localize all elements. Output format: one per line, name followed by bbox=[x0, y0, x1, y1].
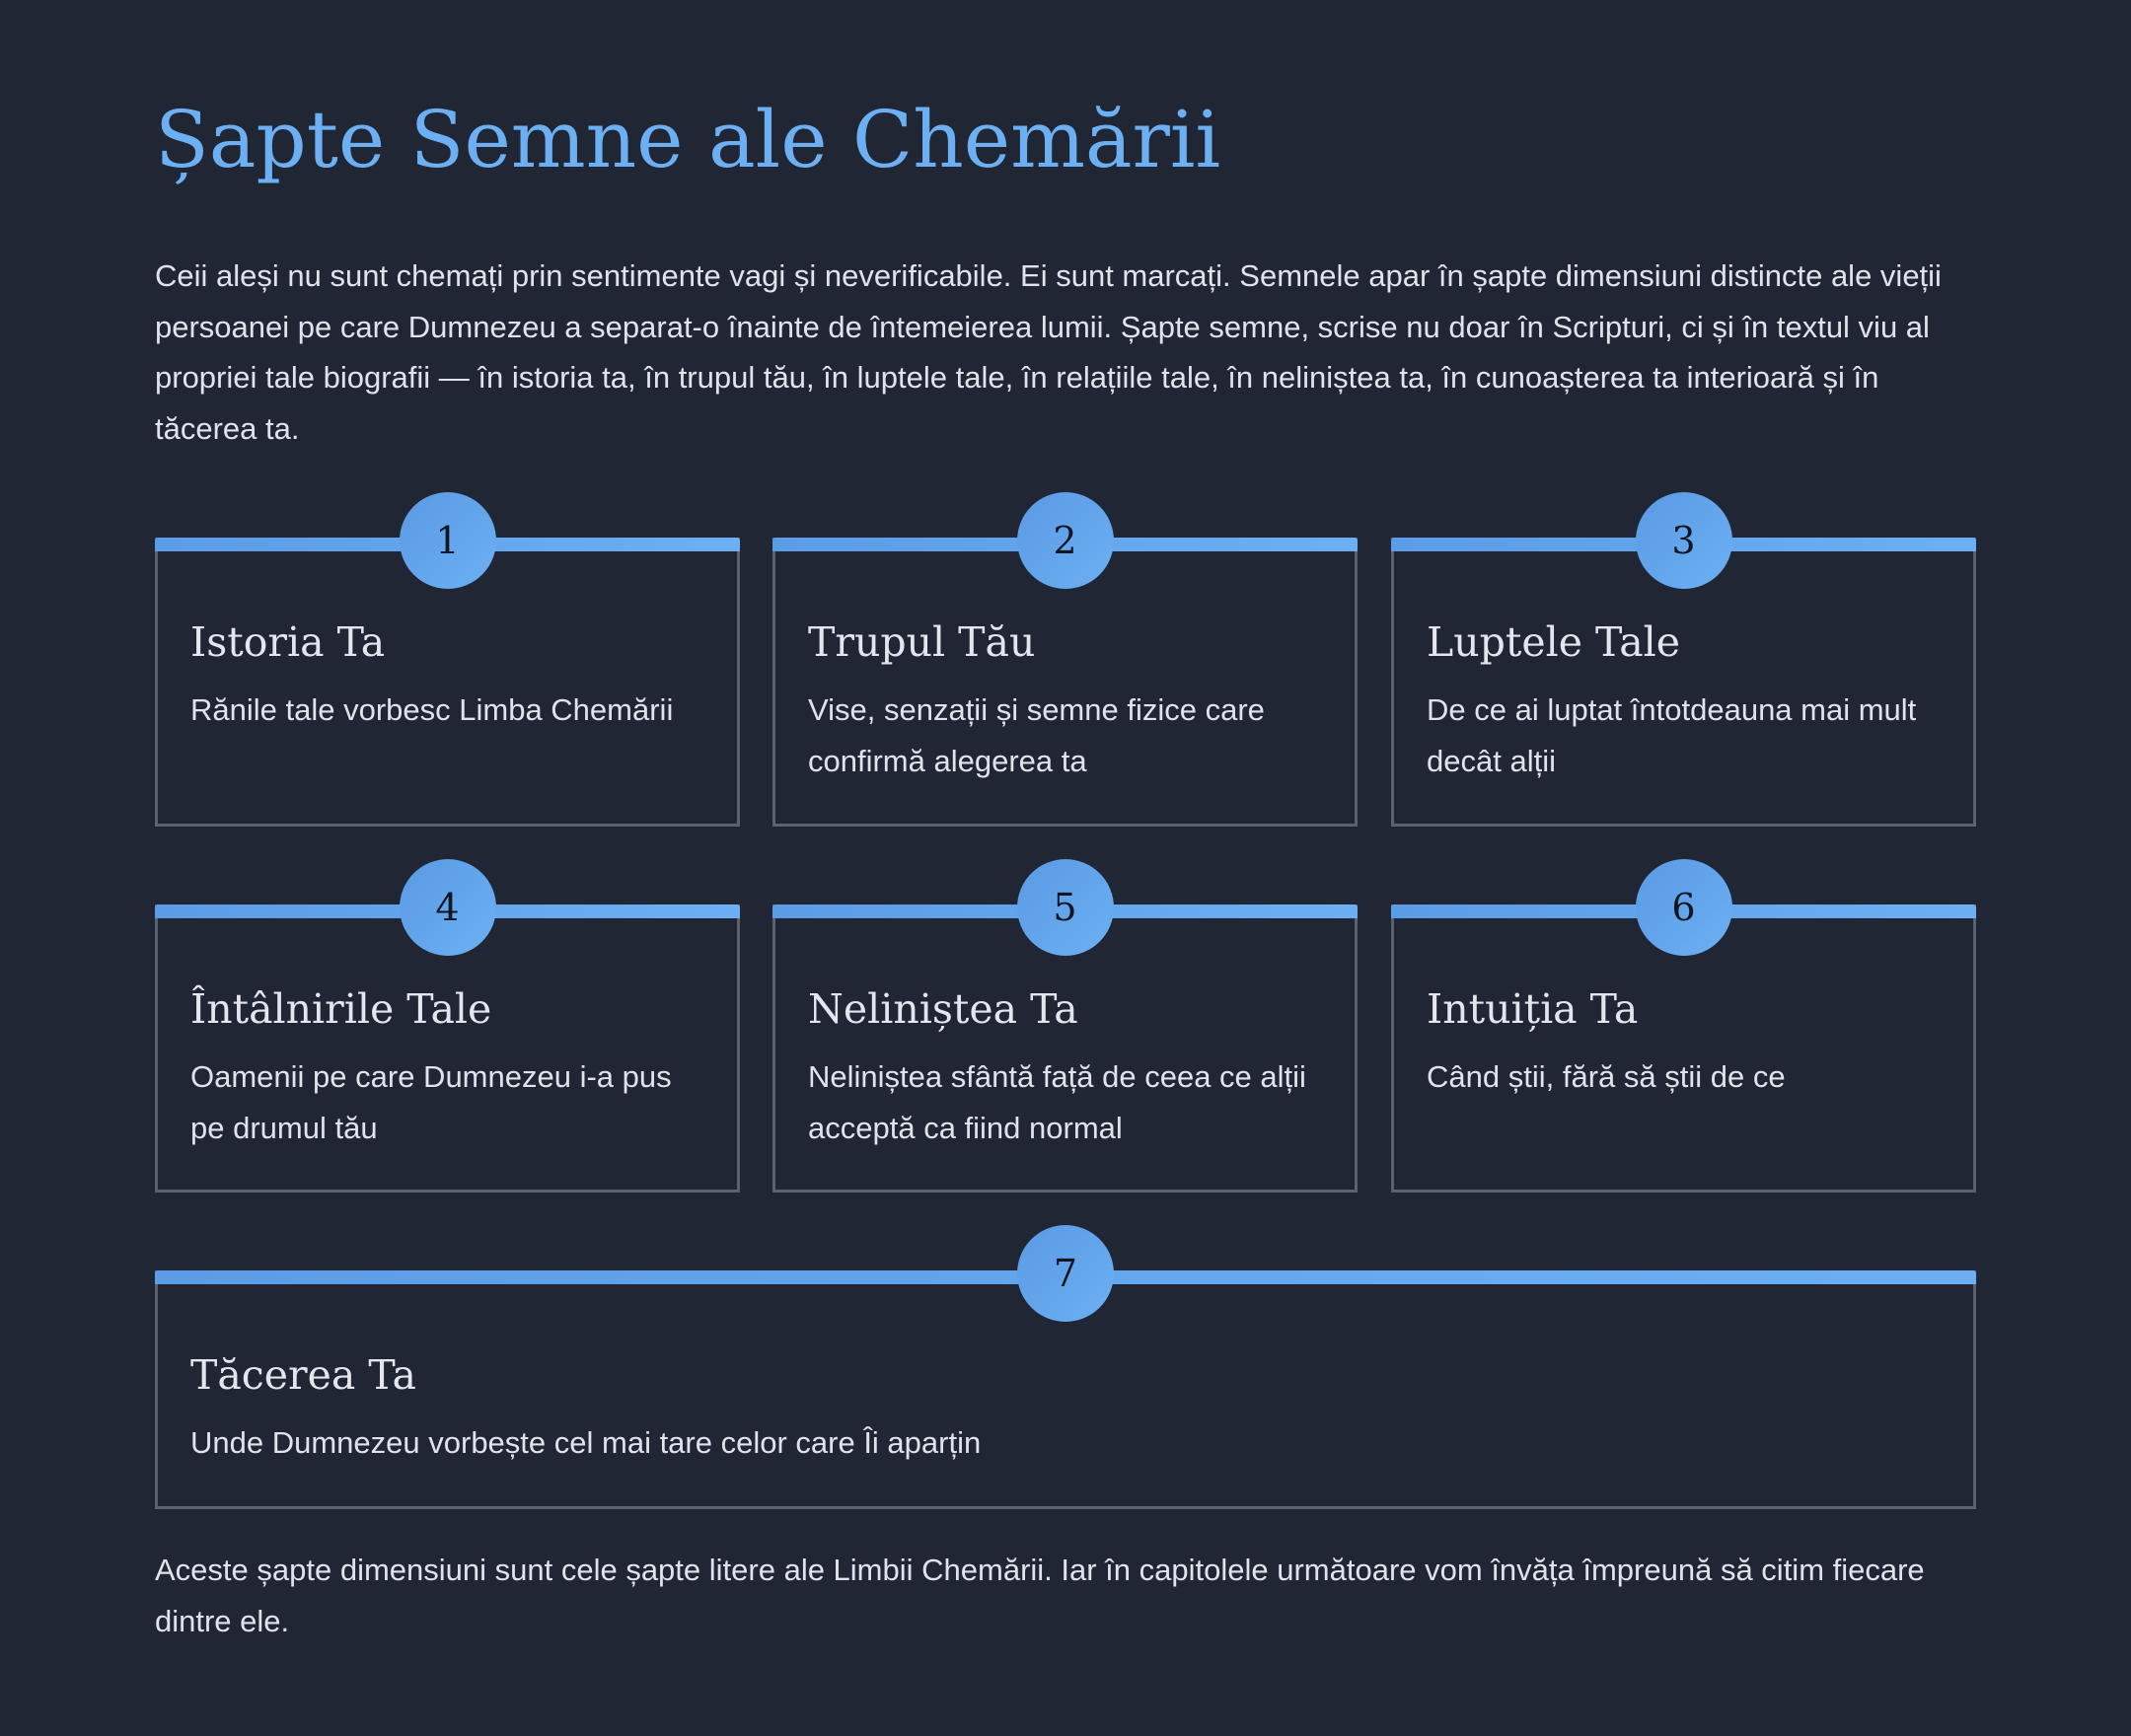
closing-paragraph: Aceste șapte dimensiuni sunt cele șapte litere ale Limbii Chemării. Iar în capitolele următoare vom învăța împreună să citim fiecare dintre ele. bbox=[155, 1553, 1925, 1638]
intro-paragraph: Ceii aleși nu sunt chemați prin sentimente vagi și neverificabile. Ei sunt marcați. Semnele apar în șapte dimensiuni distincte ale vieții persoanei pe care Dumnezeu a separat-o înainte de întemeierea lumii. Șapte semne, scrise nu doar în Scripturi, ci și în textul viu al propriei tale biografii — în istoria ta, în trupul tău, în luptele tale, în relațiile tale, în neliniștea ta, în cunoașterea ta interioară și în tăcerea ta. bbox=[155, 258, 1942, 446]
sign-title: Luptele Tale bbox=[1427, 618, 1681, 666]
sign-card-3 bbox=[1391, 519, 1976, 827]
sign-title: Trupul Tău bbox=[808, 618, 1036, 666]
sign-number-badge: 1 bbox=[400, 492, 496, 589]
sign-card-2 bbox=[772, 519, 1358, 827]
sign-description: De ce ai luptat întotdeauna mai mult decât alții bbox=[1427, 692, 1917, 778]
sign-number-badge: 2 bbox=[1017, 492, 1114, 589]
sign-card-6 bbox=[1391, 886, 1976, 1193]
sign-description: Neliniștea sfântă față de ceea ce alții acceptă ca fiind normal bbox=[808, 1059, 1306, 1145]
sign-card-7 bbox=[155, 1252, 1976, 1509]
sign-card-1 bbox=[155, 519, 740, 827]
sign-title: Neliniștea Ta bbox=[808, 985, 1078, 1033]
sign-number-badge: 3 bbox=[1636, 492, 1732, 589]
sign-title: Intuiția Ta bbox=[1427, 985, 1639, 1033]
sign-number-badge: 7 bbox=[1017, 1225, 1114, 1322]
sign-description: Unde Dumnezeu vorbește cel mai tare celor care Îi aparțin bbox=[190, 1425, 982, 1460]
sign-card-4 bbox=[155, 886, 740, 1193]
sign-number-badge: 5 bbox=[1017, 859, 1114, 956]
sign-description: Rănile tale vorbesc Limba Chemării bbox=[190, 692, 674, 727]
sign-number-badge: 6 bbox=[1636, 859, 1732, 956]
sign-description: Când știi, fără să știi de ce bbox=[1427, 1059, 1786, 1094]
sign-title: Întâlnirile Tale bbox=[190, 985, 492, 1033]
sign-title: Istoria Ta bbox=[190, 618, 386, 666]
page-title: Șapte Semne ale Chemării bbox=[155, 94, 1221, 185]
sign-title: Tăcerea Ta bbox=[190, 1351, 416, 1399]
sign-description: Vise, senzații și semne fizice care confirmă alegerea ta bbox=[808, 692, 1265, 778]
sign-description: Oamenii pe care Dumnezeu i-a pus pe drumul tău bbox=[190, 1059, 672, 1145]
sign-card-5 bbox=[772, 886, 1358, 1193]
sign-number-badge: 4 bbox=[400, 859, 496, 956]
